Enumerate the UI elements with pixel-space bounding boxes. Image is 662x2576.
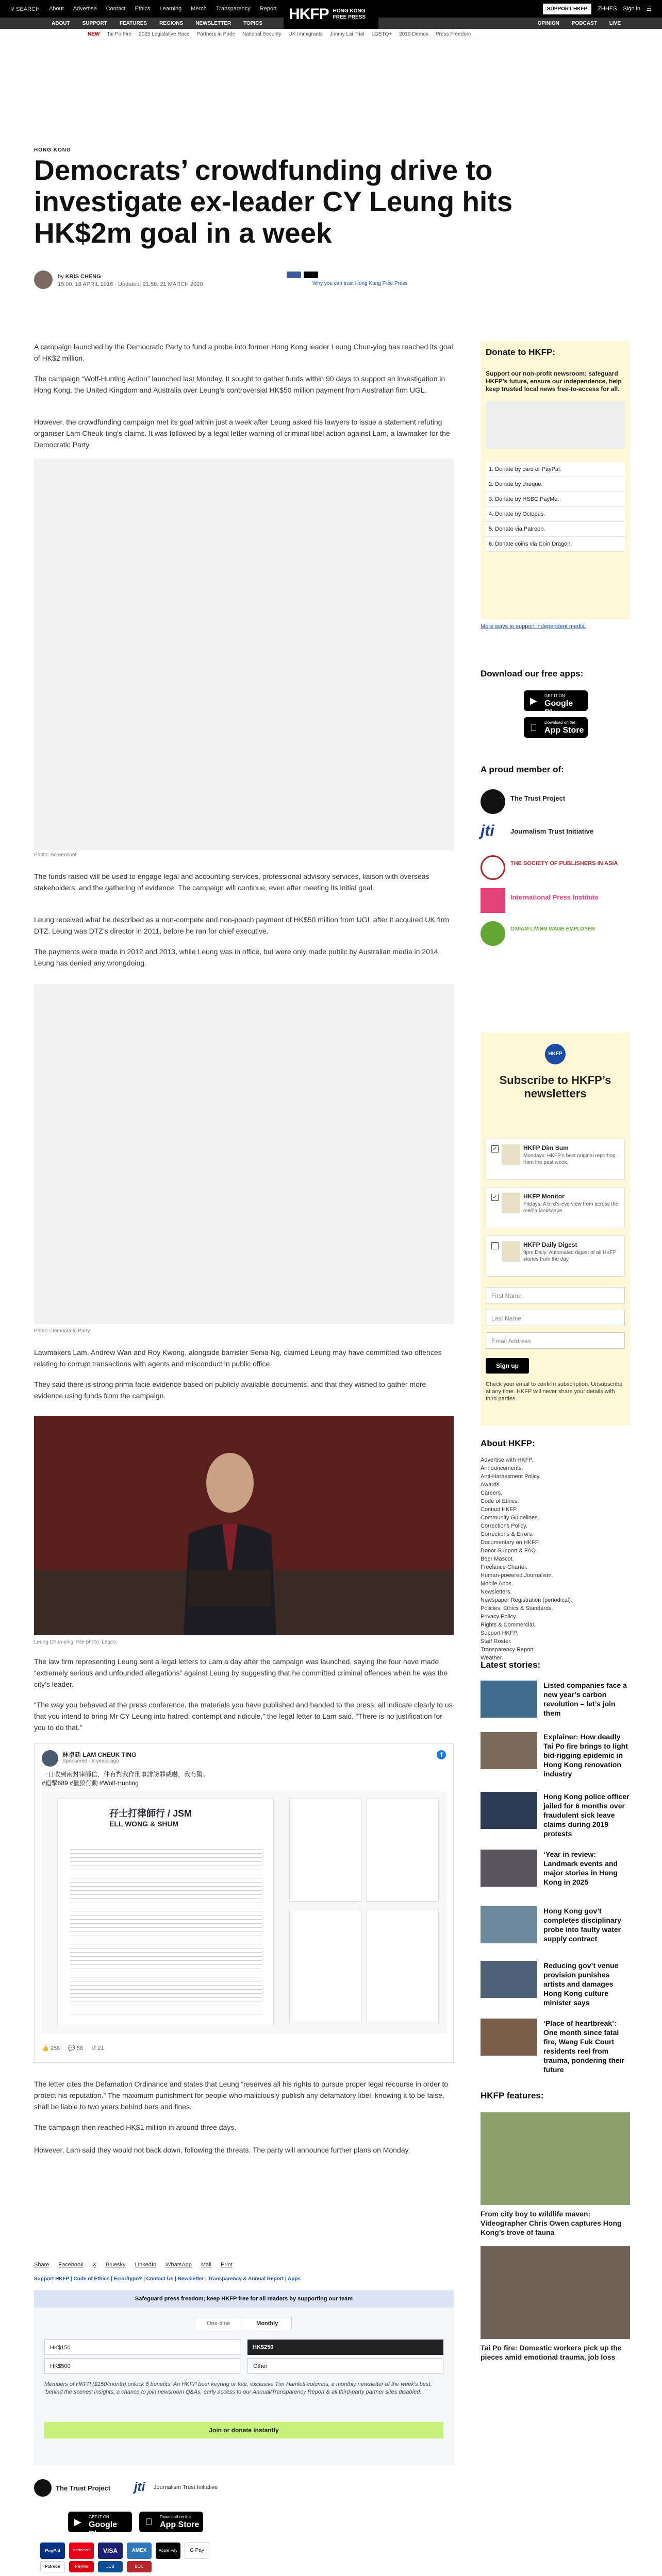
fb-stats: [42, 2045, 104, 2052]
frequency-toggle: [194, 2317, 292, 2330]
jti-icon: jti: [481, 822, 494, 839]
fb-shares-count: 21: [97, 2045, 104, 2052]
story-thumb: [481, 1681, 537, 1718]
share-whatsapp[interactable]: WhatsApp: [166, 2262, 192, 2268]
features-title: [481, 2091, 630, 2101]
share-print[interactable]: Print: [221, 2262, 233, 2268]
donate-widget: [34, 2290, 454, 2465]
story-thumb: [481, 1792, 537, 1829]
story-thumb: [481, 1732, 537, 1769]
article-kicker[interactable]: HONG KONG: [34, 147, 71, 153]
one-time-tab[interactable]: One-time: [207, 2320, 230, 2327]
join-donate-button[interactable]: Join or donate instantly: [44, 2422, 443, 2438]
visa-icon: VISA: [98, 2543, 123, 2559]
paypal-icon: PayPal: [40, 2543, 65, 2559]
paragraph: However, Lam said they would not back down, following the threats. The party will announce further plans on Monday.: [34, 2146, 410, 2154]
about-link[interactable]: Newsletters.: [481, 1589, 512, 1595]
store-caption: Download on the: [544, 720, 576, 725]
amount-250[interactable]: HK$250: [247, 2340, 443, 2355]
boc-icon: BOC: [127, 2561, 152, 2572]
donate-box: [481, 341, 630, 619]
nav-item[interactable]: SUPPORT: [82, 21, 107, 26]
trending-label: NEW: [88, 31, 100, 37]
about-section: [481, 1438, 630, 1662]
hkfp-badge-icon: HKFP: [545, 1044, 566, 1064]
amex-icon: AMEX: [127, 2543, 152, 2559]
paragraph: Leung received what he described as a non-compete and non-poach payment of HK$50 million from UGL after it acquired UK firm DTZ. Leung was DTZ’s director in 2011, before he ran for chief executive.: [34, 916, 449, 935]
member-title: [481, 765, 630, 775]
share-label: Share: [34, 2262, 49, 2268]
donate-option[interactable]: 1. Donate by card or PayPal.: [486, 462, 625, 477]
member-name: THE SOCIETY OF PUBLISHERS IN ASIA: [510, 860, 618, 867]
newsletter-thumb: [502, 1241, 520, 1262]
more-ways-link[interactable]: More ways to support independent media.: [481, 623, 586, 630]
about-link[interactable]: Corrections & Errors.: [481, 1531, 534, 1537]
sopa-member[interactable]: [481, 853, 630, 882]
about-link[interactable]: Anti-Harassment Policy.: [481, 1473, 541, 1480]
screenshot-image: [34, 459, 454, 850]
paragraph: However, the crowdfunding campaign met its goal within just a week after Leung asked his lawyers to issue a statement refuting organiser Lam Cheuk-ting’s claims. It was followed by a legal letter warning of criminal libel action against Lam, a lawmaker for the Democratic Party.: [34, 418, 450, 449]
press-conference-photo: [34, 984, 454, 1324]
member-name: The Trust Project: [510, 794, 566, 802]
letter-firm-en: ELL WONG & SHUM: [109, 1820, 179, 1828]
store-caption: Download on the: [160, 2515, 191, 2519]
monthly-tab[interactable]: Monthly: [243, 2317, 292, 2330]
tag-links[interactable]: Support HKFP | Code of Ethics | Error/typo? | Contact Us | Newsletter | Transparency & Annual Report | Apps: [34, 2276, 301, 2282]
jti-label: Journalism Trust Initiative: [154, 2484, 218, 2490]
about-link[interactable]: Rights & Commercial.: [481, 1622, 536, 1628]
newsletter-name: HKFP Dim Sum: [523, 1144, 569, 1151]
store-name: App Store: [160, 2520, 200, 2529]
newsletter-name: HKFP Daily Digest: [523, 1241, 577, 1248]
sidebar-google-play[interactable]: [524, 690, 588, 717]
nav-item[interactable]: FEATURES: [119, 21, 147, 26]
about-link[interactable]: Weather.: [481, 1655, 503, 1661]
donate-option[interactable]: 4. Donate by Octopus.: [486, 507, 625, 522]
logo-mark: HKFP: [289, 6, 329, 23]
about-link[interactable]: Privacy Policy.: [481, 1614, 517, 1620]
story-title: Explainer: How deadly Tai Po fire brings to light bid-rigging epidemic in Hong Kong renovation industry: [543, 1733, 628, 1778]
trending-item[interactable]: 2025 Legislative Race: [139, 31, 190, 37]
story-thumb: [481, 2019, 537, 2056]
share-x[interactable]: X: [92, 2262, 97, 2268]
search-link[interactable]: ⚲ SEARCH: [10, 6, 40, 12]
newsletter-thumb: [502, 1144, 520, 1165]
jti-member[interactable]: [481, 820, 630, 849]
about-link[interactable]: Human-powered Journalism.: [481, 1572, 553, 1579]
member-heading: A proud member of:: [481, 765, 564, 774]
leung-photo: [34, 1416, 454, 1635]
sopa-icon: [481, 855, 505, 880]
logo-text: HONG KONG FREE PRESS: [333, 8, 366, 20]
caption: Photo: Democratic Party.: [34, 1328, 91, 1334]
safeguard-banner[interactable]: Safeguard press freedom; keep HKFP free for all readers by supporting our team: [34, 2290, 454, 2308]
latest-story[interactable]: [481, 1732, 630, 1776]
nav-item[interactable]: ABOUT: [52, 21, 70, 26]
google-pay-icon: G Pay: [185, 2543, 209, 2559]
trending-item[interactable]: UK Immigrants: [288, 31, 323, 37]
jti-badge[interactable]: [134, 2479, 237, 2500]
mastercard-icon: Mastercard: [69, 2543, 94, 2559]
letter-page-2: [289, 1799, 361, 1902]
member-name: OXFAM LIVING WAGE EMPLOYER: [510, 926, 595, 932]
nav-item[interactable]: PODCAST: [571, 21, 597, 26]
apps-heading: Download our free apps:: [481, 669, 584, 679]
fb-text: 一日收到兩封律師信，仲有對我作刑事誹謗罪威嚇，我冇驚。 #追擊689 #獵狼行動 #Wolf-Hunting: [42, 1771, 209, 1787]
letter-page-4: [289, 1910, 361, 2023]
leung-photo-art: [34, 1416, 454, 1635]
fb-comments-count: 58: [76, 2045, 84, 2052]
about-link[interactable]: Transparency Report.: [481, 1647, 535, 1653]
x-icon[interactable]: [304, 272, 318, 278]
language-switch[interactable]: ZHHES: [598, 6, 617, 12]
letter-page-3: [367, 1799, 439, 1902]
play-icon: ▶: [530, 696, 537, 706]
byline: [34, 270, 627, 289]
apple-icon: [145, 2517, 156, 2527]
google-play-button[interactable]: [68, 2512, 132, 2538]
support-button[interactable]: SUPPORT HKFP: [543, 4, 591, 14]
about-link[interactable]: Policies, Ethics & Standards.: [481, 1605, 553, 1612]
about-link[interactable]: Corrections Policy.: [481, 1523, 527, 1529]
latest-story[interactable]: [481, 2019, 630, 2074]
amount-500[interactable]: HK$500: [44, 2358, 240, 2374]
members-benefits: Members of HKFP ($150/month) unlock 6 benefits: An HKFP beer keyring or tote, exclusive Tim Hamlett columns, a monthly newsletter of the week's best, ‘behind the scenes’ insights, a chance to join newsroom Q&As, early access to our Annual/Transparency Report & all third-party partner sites disabled.: [44, 2381, 432, 2395]
latest-heading: Latest stories:: [481, 1660, 541, 1670]
story-title: Reducing gov’t venue provision punishes artists and damages Hong Kong culture minister says: [543, 1961, 619, 2007]
why-trust-link[interactable]: Why you can trust Hong Kong Free Press: [312, 281, 408, 286]
trending-item[interactable]: Press Freedom: [435, 31, 471, 37]
store-caption: GET IT ON: [89, 2515, 109, 2519]
story-thumb: [481, 1961, 537, 1998]
newsletter-note: Check your email to confirm subscription. Unsubscribe at any time. HKFP will never share your details with third parties.: [486, 1381, 623, 1402]
last-name-field[interactable]: Last Name: [486, 1310, 625, 1326]
share-mail[interactable]: Mail: [201, 2262, 212, 2268]
search-label: SEARCH: [16, 6, 40, 12]
latest-story[interactable]: [481, 1906, 630, 1951]
donate-option[interactable]: 5. Donate via Patreon.: [486, 522, 625, 537]
nav-item[interactable]: OPINION: [537, 21, 559, 26]
fb-avatar: [42, 1750, 58, 1767]
author-name[interactable]: KRIS CHENG: [65, 274, 101, 280]
play-icon: ▶: [74, 2517, 81, 2527]
merch-link[interactable]: Merch: [191, 6, 207, 12]
feature-image[interactable]: [481, 2246, 630, 2339]
article-date: 15:00, 18 APRIL 2016 · Updated: 21:58, 21 MARCH 2020: [58, 281, 203, 287]
menu-icon[interactable]: ☰: [647, 6, 652, 12]
donate-option[interactable]: 6. Donate coins via Coin Dragon.: [486, 537, 625, 552]
nav-item[interactable]: LIVE: [609, 21, 621, 26]
paragraph: The law firm representing Leung sent a legal letters to Lam a day after the campaign was launched, saying the four have made “extremely serious and unfounded allegations” against Leung by suggesting that he committed criminal offences when he was the city’s leader.: [34, 1657, 448, 1688]
trust-project-member[interactable]: [481, 787, 630, 816]
amount-150[interactable]: HK$150: [44, 2340, 240, 2355]
paragraph: “The way you behaved at the press conference, the materials you have published and handed to the press, all indicate clearly to us that you intend to bring Mr CY Leung into hatred, contempt and ridicule,” the legal letter to Lam said. “There is no justification for you to do that.”: [34, 1701, 453, 1732]
caption: Leung Chun-ying. File photo: Legco.: [34, 1639, 118, 1645]
about-link[interactable]: Advertise with HKFP.: [481, 1457, 534, 1463]
apple-pay-icon: Apple Pay: [156, 2543, 180, 2559]
apple-icon: [530, 722, 540, 733]
letter-firm: 孖士打律師行 / JSM: [109, 1808, 192, 1819]
ipi-member[interactable]: [481, 886, 630, 915]
paragraph: The funds raised will be used to engage legal and accounting services, professional advisory services, liaison with overseas stakeholders, and the gathering of evidence. The campaign will continue, even after meeting its initial goal.: [34, 872, 429, 892]
trending-item[interactable]: Jimmy Lai Trial: [329, 31, 365, 37]
transparency-link[interactable]: Transparency: [216, 6, 251, 12]
story-thumb: [481, 1850, 537, 1887]
donate-section: [481, 341, 630, 634]
paragraph: Lawmakers Lam, Andrew Wan and Roy Kwong, alongside barrister Senia Ng, claimed Leung may have committed two offences relating to corrupt transactions with agents and misconduct in public office.: [34, 1348, 442, 1368]
paragraph: The payments were made in 2012 and 2013, while Leung was in office, but were only made public by Australian media in 2014. Leung has denied any wrongdoing.: [34, 947, 440, 967]
about-link[interactable]: Staff Roster.: [481, 1638, 512, 1645]
app-store-button[interactable]: [139, 2512, 203, 2532]
checkbox[interactable]: [491, 1242, 499, 1249]
about-link[interactable]: Code of Ethics.: [481, 1498, 519, 1504]
trending-item[interactable]: Tai Po Fire: [107, 31, 132, 37]
about-link[interactable]: Donor Support & FAQ.: [481, 1548, 538, 1554]
author-avatar: [34, 270, 53, 289]
trust-label: The Trust Project: [56, 2484, 111, 2492]
sidebar-app-store[interactable]: [524, 717, 588, 738]
about-link[interactable]: Contact HKFP.: [481, 1506, 518, 1513]
byline-share: [287, 272, 318, 278]
story-title: Hong Kong gov’t completes disciplinary probe into faulty water supply contract: [543, 1907, 621, 1943]
patreon-icon: Patreon: [40, 2561, 65, 2572]
store-name: Google Play: [89, 2520, 118, 2538]
paragraph: They said there is strong prima facie evidence based on publicly available documents, and that they wished to gather more evidence using funds from the campaign.: [34, 1380, 426, 1400]
contact-link[interactable]: Contact: [106, 6, 126, 12]
payment-methods: [34, 2543, 454, 2573]
advertise-link[interactable]: Advertise: [73, 6, 97, 12]
latest-story[interactable]: [481, 1792, 630, 1836]
learning-link[interactable]: Learning: [159, 6, 182, 12]
email-field[interactable]: Email Address: [486, 1332, 625, 1349]
about-link[interactable]: Beer Mascot.: [481, 1556, 514, 1562]
checkbox[interactable]: ✓: [491, 1194, 499, 1201]
donate-options: [486, 462, 625, 552]
report-link[interactable]: Report: [259, 6, 277, 12]
facebook-icon[interactable]: [287, 272, 301, 278]
store-name: Google Play: [544, 699, 573, 717]
by-prefix: by: [58, 274, 64, 280]
about-link[interactable]: Mobile Apps.: [481, 1581, 513, 1587]
newsletter-name: HKFP Monitor: [523, 1193, 565, 1200]
trust-project-badge[interactable]: [34, 2479, 127, 2500]
oxfam-member[interactable]: [481, 919, 630, 948]
caption: Photo: Screenshot.: [34, 852, 78, 858]
about-link[interactable]: Announcements.: [481, 1465, 523, 1471]
newsletter-desc: Mondays: HKFP’s best original reporting from the past week.: [523, 1153, 616, 1165]
latest-story[interactable]: [481, 1961, 630, 2005]
newsletter-thumb: [502, 1193, 520, 1213]
trending-bar: [0, 29, 662, 40]
trust-icon: [481, 789, 505, 814]
fb-likes-count: 258: [50, 2045, 60, 2052]
letter-page: [57, 1799, 274, 2025]
about-link[interactable]: Documentary on HKFP.: [481, 1539, 540, 1546]
story-thumb: [481, 1906, 537, 1943]
newsletter-option[interactable]: [486, 1139, 625, 1180]
trending-item[interactable]: Partners in Pride: [196, 31, 236, 37]
oxfam-icon: [481, 921, 505, 946]
apps-title: [481, 669, 630, 679]
share-linkedin[interactable]: LinkedIn: [135, 2262, 157, 2268]
trending-item[interactable]: National Security: [242, 31, 282, 37]
latest-story[interactable]: [481, 1850, 630, 1894]
donate-option[interactable]: 3. Donate by HSBC PayMe.: [486, 492, 625, 507]
donate-text: Support our non-profit newsroom: safeguard HKFP’s future, ensure our independence, help keep trusted local news free-to-access for all.: [486, 370, 622, 393]
story-title: ‘Place of heartbreak’: One month since fatal fire, Wang Fuk Court residents reel from trauma, pondering their future: [543, 2019, 625, 2074]
hkfp-logo[interactable]: [284, 0, 378, 29]
feature-image[interactable]: [481, 2112, 630, 2205]
article-title: Democrats’ crowdfunding drive to investigate ex-leader CY Leung hits HK$2m goal in a week: [34, 154, 513, 249]
facebook-icon[interactable]: f: [437, 1750, 446, 1759]
story-title: ‘Year in review: Landmark events and major stories in Hong Kong in 2025: [543, 1850, 618, 1886]
paragraph: A campaign launched by the Democratic Party to fund a probe into former Hong Kong leader Leung Chun-ying has reached its goal of HK$2 million.: [34, 343, 453, 362]
paragraph: The letter cites the Defamation Ordinance and states that Leung “reserves all his rights to pursue proper legal recourse in order to protect his reputation.” The maximum punishment for people who maliciously publish any defamatory libel, knowing it to be false, shall be liable to two years behind bars and fines.: [34, 2080, 449, 2111]
share-bluesky[interactable]: Bluesky: [106, 2262, 126, 2268]
about-link[interactable]: Careers.: [481, 1490, 503, 1496]
about-title: About HKFP:: [481, 1438, 535, 1448]
donate-title: Donate to HKFP:: [486, 347, 556, 357]
paragraph: The campaign “Wolf-Hunting Action” launched last Monday. It sought to gather funds within 90 days to support an investigation in Hong Kong, the United Kingdom and Australia over Leung’s controversial HK$50 million payment from Australian firm UGL.: [34, 375, 445, 394]
newsletter-title: Subscribe to HKFP’s newsletters: [499, 1074, 611, 1100]
nav-item[interactable]: REGIONS: [159, 21, 184, 26]
store-name: App Store: [544, 726, 584, 735]
letter-text-lines: [70, 1845, 262, 2015]
fb-comments[interactable]: 💬 58: [68, 2045, 84, 2052]
member-name: Journalism Trust Initiative: [510, 827, 594, 835]
about-link[interactable]: Community Guidelines.: [481, 1515, 539, 1521]
latest-story[interactable]: [481, 1681, 630, 1725]
about-link[interactable]: About: [48, 6, 64, 12]
amount-other[interactable]: Other: [247, 2358, 443, 2374]
about-link[interactable]: Freelance Charter.: [481, 1564, 528, 1570]
letter-page-5: [367, 1910, 439, 2023]
nav-item[interactable]: NEWSLETTER: [195, 21, 231, 26]
feature-title[interactable]: From city boy to wildlife maven: Videographer Chris Owen captures Hong Kong’s trove of fauna: [481, 2210, 622, 2236]
payme-icon: PayMe: [69, 2561, 94, 2572]
author-line: [58, 274, 101, 280]
paragraph: The campaign then reached HK$1 million in around three days.: [34, 2123, 237, 2131]
fb-letter-image: [42, 1791, 447, 2033]
checkbox[interactable]: ✓: [491, 1145, 499, 1153]
newsletter-desc: 9pm Daily: Automated digest of all HKFP stories from the day.: [523, 1250, 617, 1262]
trust-icon: [34, 2479, 52, 2497]
fb-likes[interactable]: 👍 258: [42, 2045, 60, 2052]
feature-title[interactable]: Tai Po fire: Domestic workers pick up the pieces amid emotional trauma, job loss: [481, 2344, 622, 2361]
signup-button[interactable]: Sign up: [486, 1358, 529, 1374]
signin-link[interactable]: Sign in: [623, 6, 641, 12]
about-link[interactable]: Awards.: [481, 1482, 501, 1488]
donate-option[interactable]: 2. Donate by cheque.: [486, 477, 625, 492]
nav-item[interactable]: TOPICS: [243, 21, 263, 26]
store-caption: GET IT ON: [544, 693, 565, 698]
features-heading: HKFP features:: [481, 2091, 544, 2100]
fb-shares[interactable]: ↺ 21: [91, 2045, 104, 2052]
newsletter-box: [481, 1032, 630, 1426]
share-bar: [34, 2262, 233, 2268]
jti-icon: jti: [134, 2480, 145, 2494]
ipi-icon: [481, 888, 505, 913]
newsletter-desc: Fridays: A bird’s-eye view from across the media landscape.: [523, 1201, 619, 1214]
share-facebook[interactable]: Facebook: [58, 2262, 84, 2268]
about-link[interactable]: Newspaper Registration (periodical).: [481, 1597, 572, 1603]
jcb-icon: JCB: [98, 2561, 123, 2572]
fb-name[interactable]: 林卓廷 LAM CHEUK TING: [62, 1751, 137, 1758]
newsletter-option[interactable]: [486, 1187, 625, 1228]
first-name-field[interactable]: First Name: [486, 1287, 625, 1303]
facebook-embed[interactable]: [34, 1743, 454, 2063]
about-list: [481, 1456, 630, 1662]
about-link[interactable]: Support HKFP.: [481, 1630, 518, 1636]
story-title: Listed companies face a new year’s carbon revolution – let’s join them: [543, 1681, 627, 1717]
fb-time: Sponsored · 8 years ago: [62, 1758, 119, 1764]
trending-item[interactable]: LGBTQ+: [371, 31, 392, 37]
donate-image: [486, 401, 625, 449]
latest-title: [481, 1660, 630, 1670]
story-title: Hong Kong police officer jailed for 6 months over fraudulent sick leave claims during 2019 protests: [543, 1792, 630, 1838]
ethics-link[interactable]: Ethics: [135, 6, 151, 12]
member-name: International Press Institute: [510, 893, 599, 901]
newsletter-option[interactable]: [486, 1235, 625, 1277]
trending-item[interactable]: 2019 Demos: [399, 31, 428, 37]
